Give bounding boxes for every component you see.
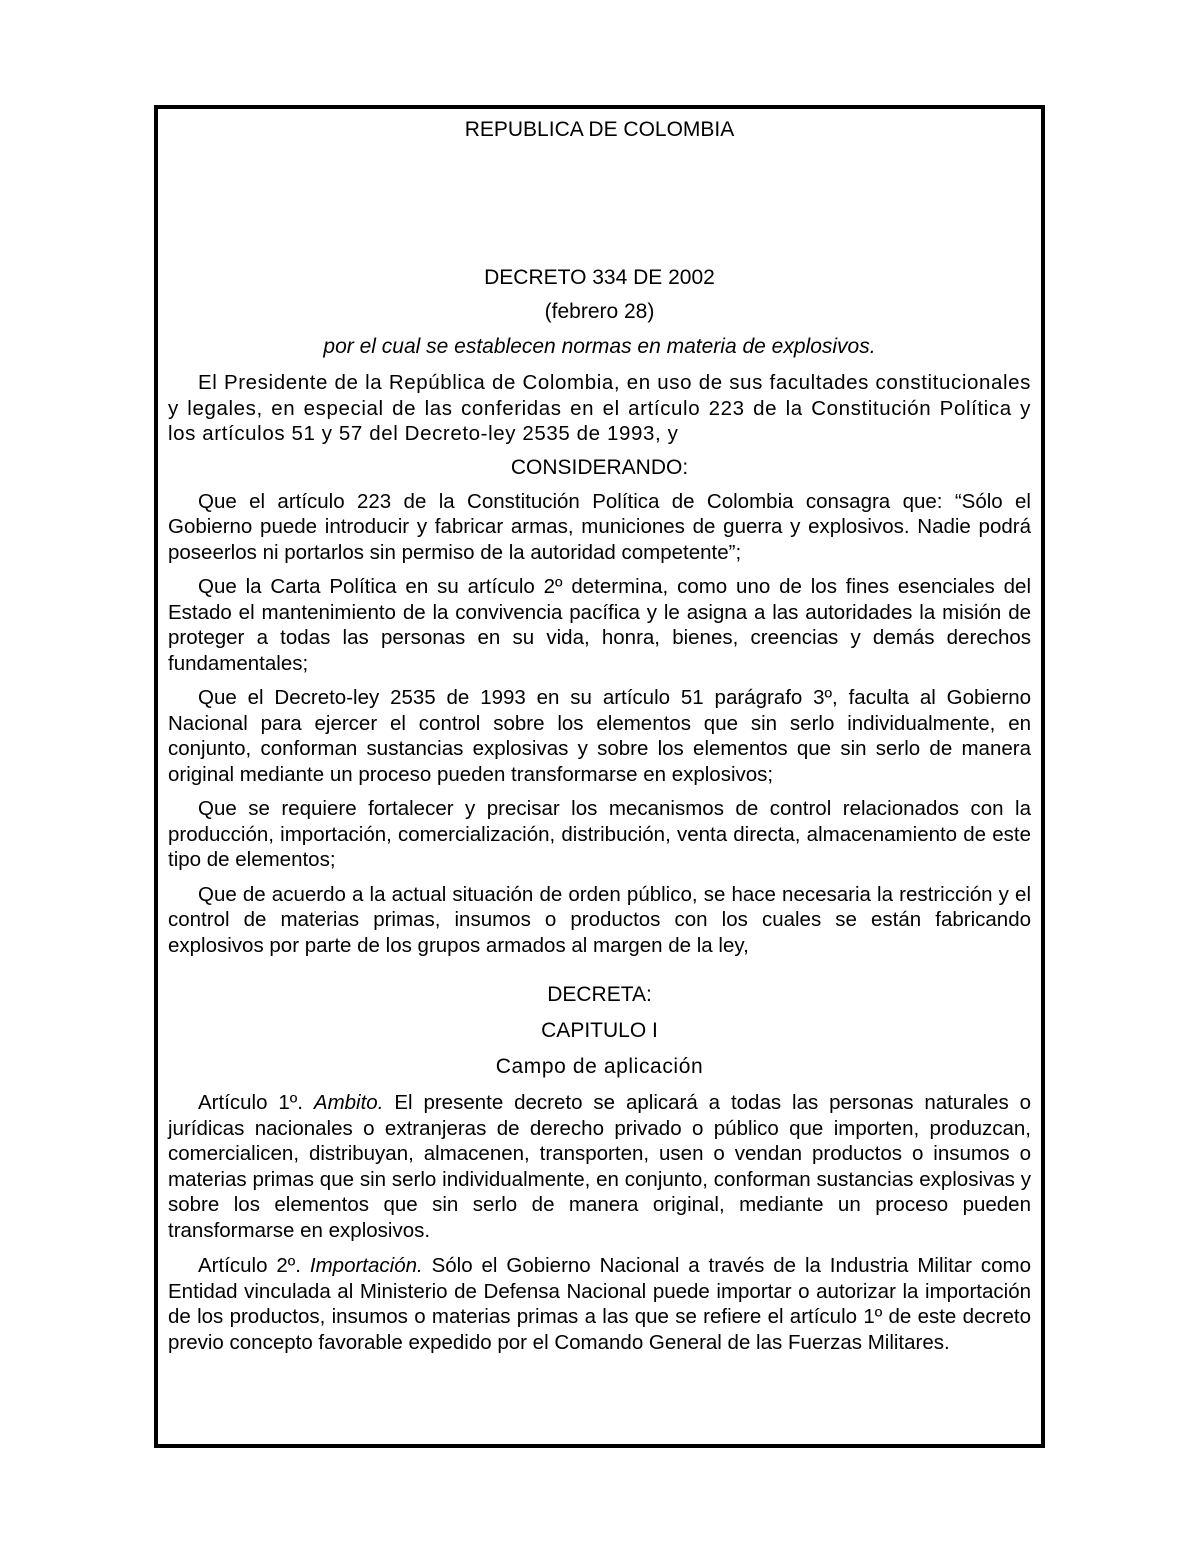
decree-date: (febrero 28) — [544, 300, 655, 323]
considerando-paragraph: Que el artículo 223 de la Constitución Política de Colombia consagra que: “Sólo el Gobierno puede introducir y fabricar armas, municiones de guerra y explosivos. Nadie podrá poseerlos ni portarlos sin permiso de la autoridad competente”; — [168, 489, 1031, 564]
article-1 — [168, 1090, 1031, 1243]
chapter-title: Campo de aplicación — [495, 1055, 704, 1078]
article-2 — [168, 1253, 1031, 1355]
considerando-paragraph: Que la Carta Política en su artículo 2º determina, como uno de los fines esenciales del Estado el mantenimiento de la convivencia pacífica y le asigna a las autoridades la misión de proteger a todas las personas en su vida, honra, bienes, creencias y demás derechos fundamentales; — [168, 575, 1031, 675]
chapter-number: CAPITULO I — [541, 1019, 658, 1042]
article-1-label: Artículo 1º. — [198, 1091, 303, 1114]
article-1-name: Ambito. — [313, 1091, 384, 1114]
article-2-text: Sólo el Gobierno Nacional a través de la Industria Militar como Entidad vinculada al Ministerio de Defensa Nacional puede importar o autorizar la importación de los productos, insumos o materias primas a las que se refiere el artículo 1º de este decreto previo concepto favorable expedido por el Comando General de las Fuerzas Militares. — [168, 1254, 1032, 1354]
document-border — [154, 105, 1045, 1448]
article-1-text: El presente decreto se aplicará a todas las personas naturales o jurídicas nacionales o extranjeras de derecho privado o público que importen, produzcan, comercialicen, distribuyan, almacenen, transporten, usen o vendan productos o insumos o materias primas que sin serlo individualmente, en conjunto, conforman sustancias explosivas y sobre los elementos que sin serlo de manera original, mediante un proceso pueden transformarse en explosivos. — [168, 1091, 1031, 1242]
country-heading: REPUBLICA DE COLOMBIA — [464, 118, 735, 141]
article-2-label: Artículo 2º. — [198, 1254, 301, 1277]
considerando-paragraph: Que de acuerdo a la actual situación de orden público, se hace necesaria la restricción y el control de materias primas, insumos o productos con los cuales se están fabricando explosivos por parte de los grupos armados al margen de la ley, — [168, 882, 1031, 957]
considerando-paragraph: Que se requiere fortalecer y precisar los mecanismos de control relacionados con la producción, importación, comercialización, distribución, venta directa, almacenamiento de este tipo de elementos; — [168, 797, 1031, 871]
decreta-heading: DECRETA: — [547, 983, 652, 1006]
preamble-paragraph: El Presidente de la República de Colombia, en uso de sus facultades constitucionales y legales, en especial de las conferidas en el artículo 223 de la Constitución Política y los artículos 51 y 57 del Decreto-ley 2535 de 1993, y — [168, 371, 1031, 445]
considerando-heading: CONSIDERANDO: — [510, 455, 689, 479]
decree-title: DECRETO 334 DE 2002 — [484, 266, 715, 289]
document-content — [168, 117, 1031, 1355]
decree-subtitle: por el cual se establecen normas en materia de explosivos. — [323, 335, 876, 358]
article-2-name: Importación. — [309, 1254, 423, 1277]
considerando-paragraph: Que el Decreto-ley 2535 de 1993 en su artículo 51 parágrafo 3º, faculta al Gobierno Nacional para ejercer el control sobre los elementos que sin serlo individualmente, en conjunto, conforman sustancias explosivas y sobre los elementos que sin serlo de manera original mediante un proceso pueden transformarse en explosivos; — [168, 686, 1031, 786]
